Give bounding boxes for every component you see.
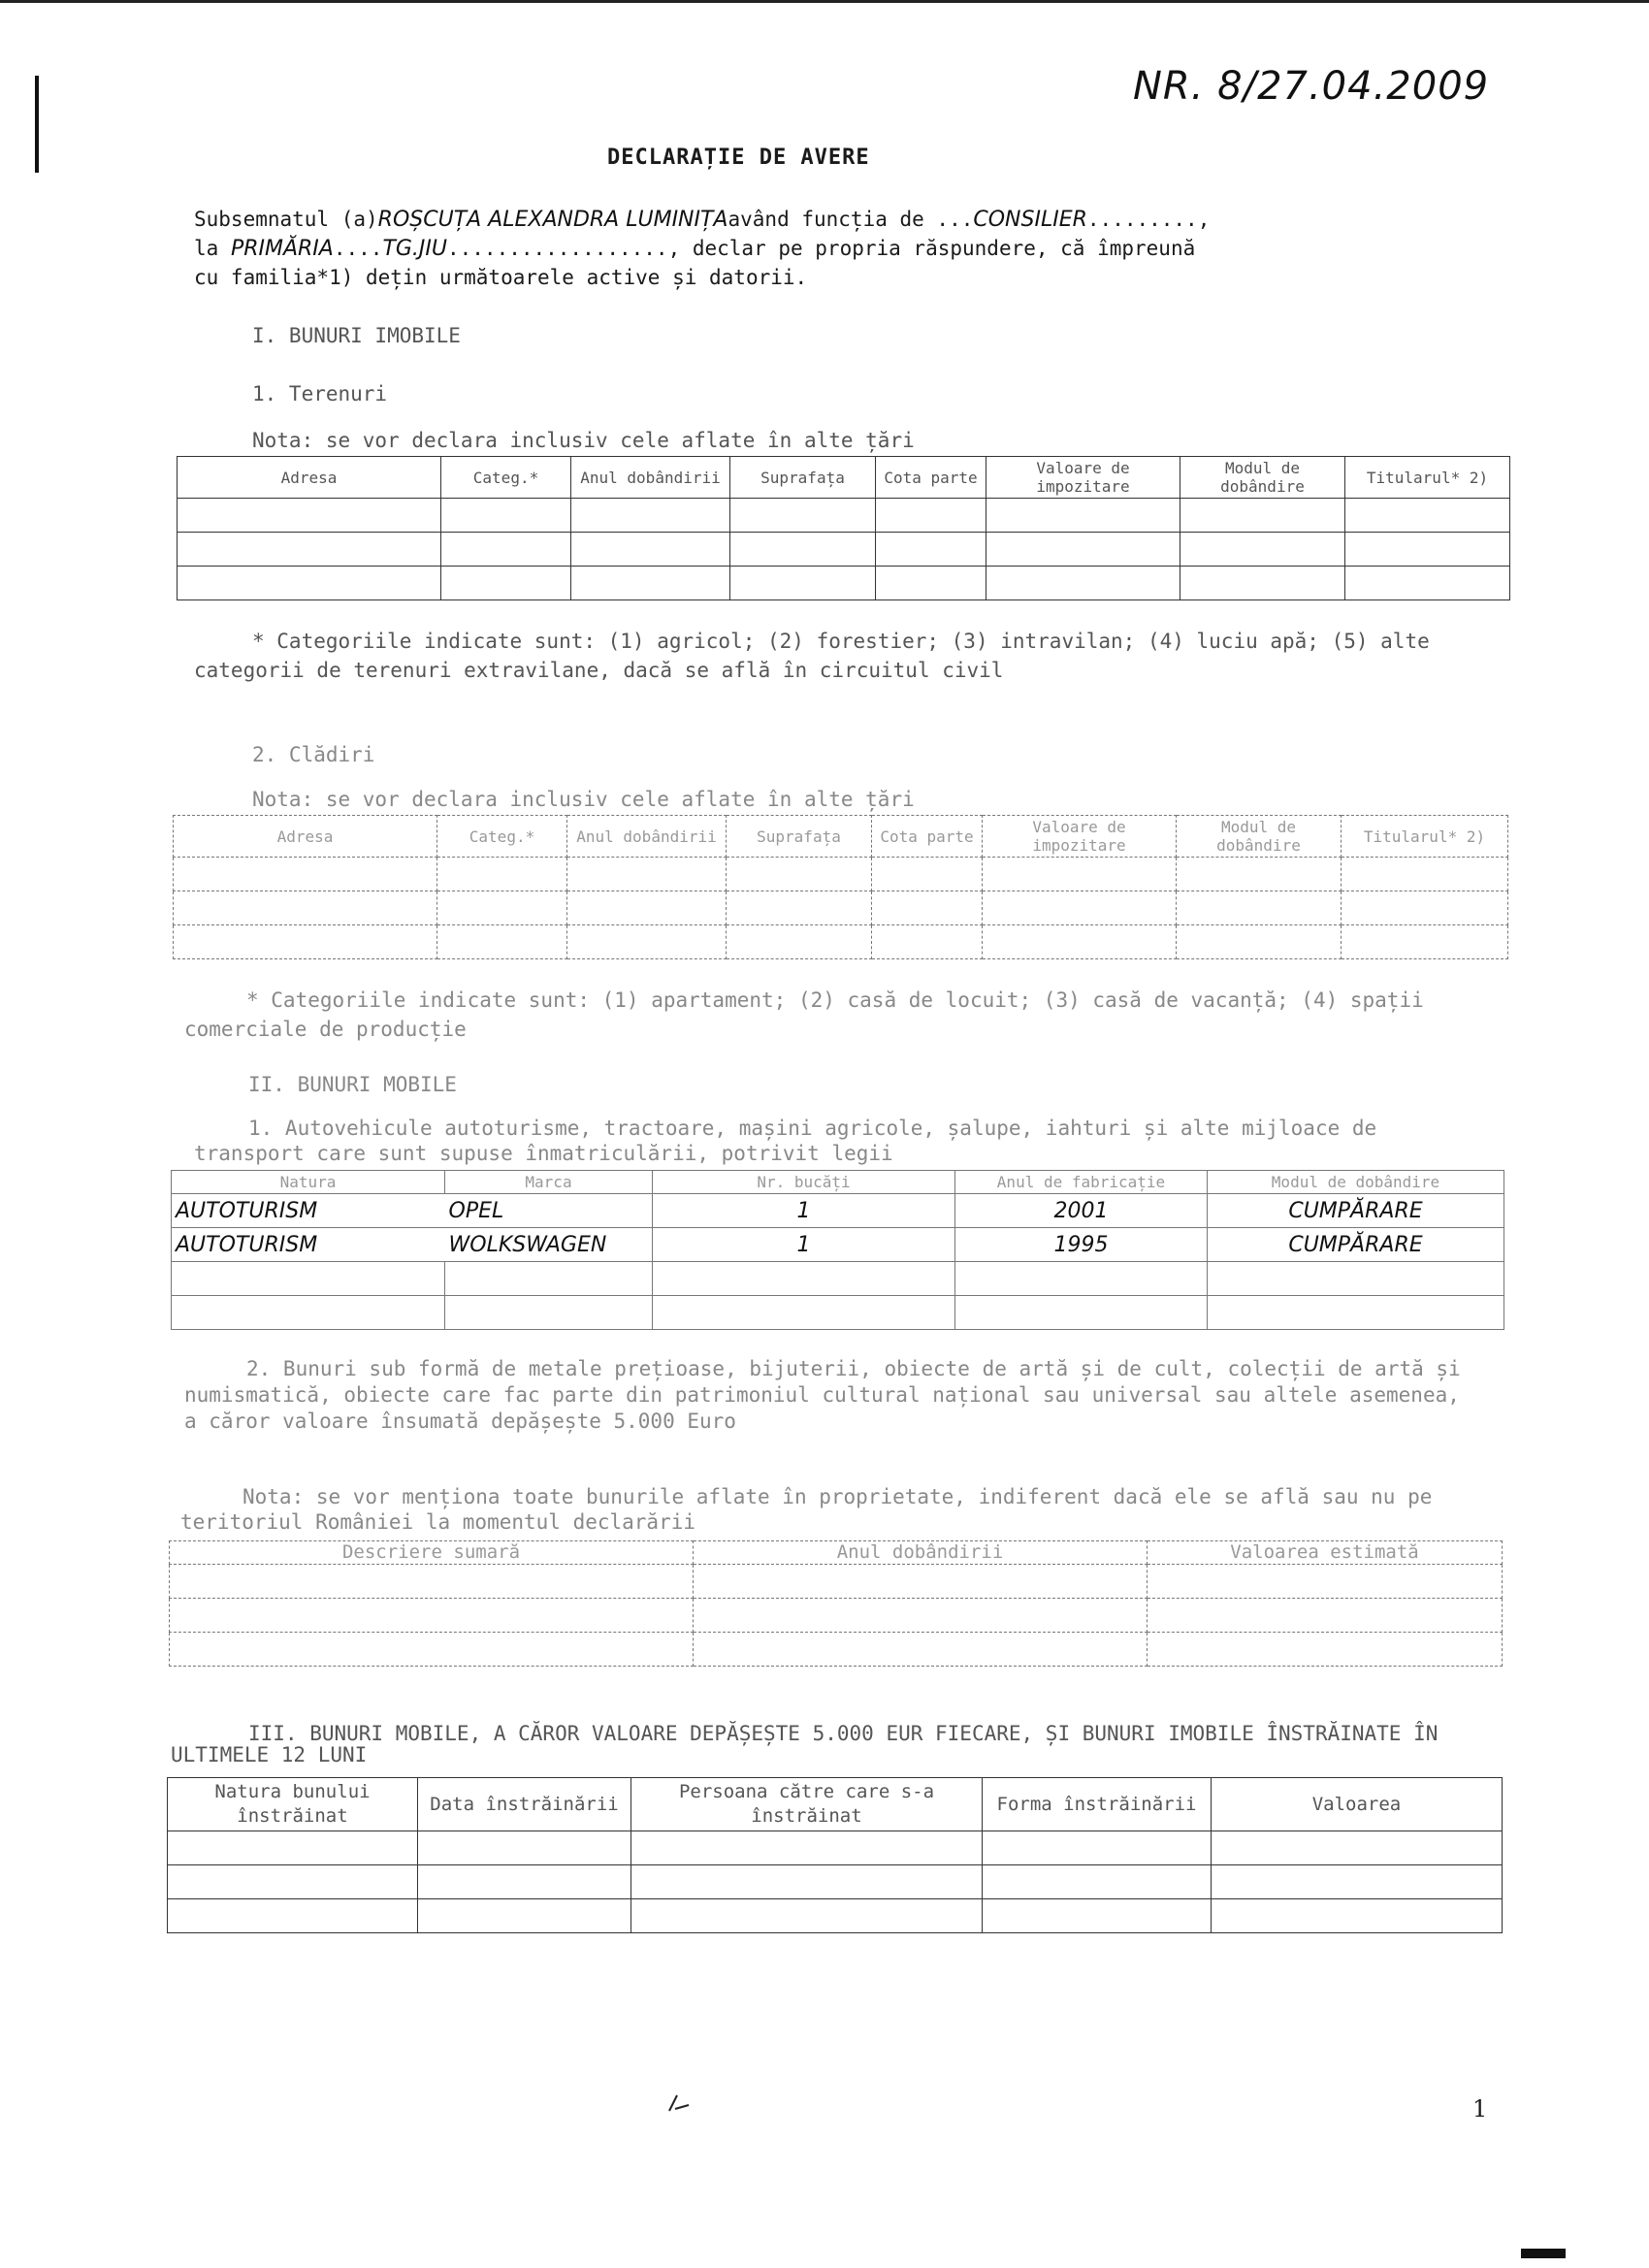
table-row	[174, 891, 1508, 925]
column-header: Modul de dobândire	[1177, 816, 1342, 858]
column-header: Modul de dobândire	[1208, 1171, 1504, 1194]
vehicle-an: 1995	[955, 1228, 1208, 1262]
terenuri-footnote: * Categoriile indicate sunt: (1) agricol; (2) forestier; (3) intravilan; (4) luciu apă; (5) alte categorii de terenuri extravilane, dacă se află în circuitul civil	[194, 630, 1430, 682]
column-header: Cota parte	[872, 816, 983, 858]
table-row	[168, 1831, 1503, 1865]
valuables-note: Nota: se vor menționa toate bunurile aflate în proprietate, indiferent dacă ele se află sau nu pe teritoriul României la momentul declarării	[180, 1485, 1433, 1534]
vehicle-mod: CUMPĂRARE	[1208, 1228, 1504, 1262]
vehicle-natura: AUTOTURISM	[172, 1194, 445, 1228]
declarant-institution: PRIMĂRIA	[230, 237, 334, 261]
table-row	[170, 1633, 1503, 1667]
column-header: Cota parte	[876, 457, 986, 499]
cladiri-note: Nota: se vor declara inclusiv cele aflate în alte țări	[252, 788, 915, 811]
instrainari-table	[167, 1777, 1503, 1933]
column-header: Valoare de impozitare	[983, 816, 1177, 858]
table-row	[168, 1899, 1503, 1933]
table-header-row	[178, 457, 1510, 499]
column-header: Anul de fabricație	[955, 1171, 1208, 1194]
table-row	[170, 1565, 1503, 1599]
valuables-intro: 2. Bunuri sub formă de metale prețioase, bijuterii, obiecte de artă și de cult, colecții de artă și numismatică, obiecte care fac parte din patrimoniul cultural național sau universal sau altele asemenea, a căror valoare însumată depășește 5.000 Euro	[184, 1357, 1461, 1433]
terenuri-table	[177, 456, 1510, 600]
scan-speck-mark	[667, 2091, 691, 2115]
column-header: Persoana către care s-a înstrăinat	[631, 1778, 983, 1831]
vehicle-natura: AUTOTURISM	[172, 1228, 445, 1262]
intro-prefix: Subsemnatul (a)	[194, 208, 378, 231]
table-row	[172, 1194, 1504, 1228]
registration-number: NR. 8/27.04.2009	[1133, 64, 1490, 109]
scan-bottom-mark	[1521, 2249, 1566, 2258]
scan-top-edge	[0, 0, 1649, 3]
table-row	[174, 925, 1508, 959]
table-row	[178, 499, 1510, 533]
column-header: Titularul* 2)	[1345, 457, 1510, 499]
document-title: DECLARAȚIE DE AVERE	[607, 146, 870, 170]
column-header: Natura	[172, 1171, 445, 1194]
column-header: Data înstrăinării	[418, 1778, 631, 1831]
column-header: Valoarea	[1212, 1778, 1503, 1831]
column-header: Adresa	[178, 457, 441, 499]
column-header: Anul dobândirii	[571, 457, 730, 499]
column-header: Descriere sumară	[170, 1541, 694, 1565]
valuables-table	[169, 1540, 1503, 1667]
intro-line-1	[194, 208, 1504, 232]
intro-dots: .........,	[1086, 208, 1211, 231]
table-row	[172, 1296, 1504, 1330]
intro-line-2	[194, 237, 1504, 261]
vehicles-intro: 1. Autovehicule autoturisme, tractoare, mașini agricole, șalupe, iahturi și alte mijloace de transport care sunt supuse înmatriculării, potrivit legii	[194, 1117, 1377, 1165]
table-row	[168, 1865, 1503, 1899]
terenuri-heading: 1. Terenuri	[252, 382, 388, 405]
column-header: Nr. bucăți	[653, 1171, 955, 1194]
table-row	[172, 1262, 1504, 1296]
page-number: 1	[1472, 2095, 1488, 2122]
column-header: Suprafața	[727, 816, 872, 858]
vehicle-nr: 1	[653, 1228, 955, 1262]
vehicle-mod: CUMPĂRARE	[1208, 1194, 1504, 1228]
vehicle-nr: 1	[653, 1194, 955, 1228]
table-row	[170, 1599, 1503, 1633]
scan-margin-mark	[35, 76, 39, 173]
intro-dots-2: ....	[333, 237, 383, 260]
vehicles-table	[171, 1170, 1504, 1330]
column-header: Categ.*	[441, 457, 571, 499]
column-header: Valoare de impozitare	[986, 457, 1180, 499]
declarant-locality: TG.JIU	[382, 237, 447, 261]
declarant-function: CONSILIER	[973, 208, 1087, 232]
table-row	[178, 567, 1510, 600]
cladiri-table	[173, 815, 1508, 959]
table-row	[178, 533, 1510, 567]
intro-declaration: .................., declar pe propria răspundere, că împreună	[447, 237, 1196, 260]
section-3-heading: III. BUNURI MOBILE, A CĂROR VALOARE DEPĂȘEȘTE 5.000 EUR FIECARE, ȘI BUNURI IMOBILE ÎNSTRĂINATE ÎN ULTIMELE 12 LUNI	[171, 1722, 1439, 1766]
section-1-heading: I. BUNURI IMOBILE	[252, 324, 461, 347]
column-header: Modul de dobândire	[1180, 457, 1345, 499]
vehicle-an: 2001	[955, 1194, 1208, 1228]
cladiri-heading: 2. Clădiri	[252, 743, 375, 766]
column-header: Forma înstrăinării	[983, 1778, 1212, 1831]
column-header: Valoarea estimată	[1148, 1541, 1503, 1565]
column-header: Adresa	[174, 816, 437, 858]
table-header-row	[168, 1778, 1503, 1831]
cladiri-footnote: * Categoriile indicate sunt: (1) apartament; (2) casă de locuit; (3) casă de vacanță; (4) spații comerciale de producție	[184, 988, 1424, 1041]
table-header-row	[174, 816, 1508, 858]
column-header: Suprafața	[730, 457, 876, 499]
column-header: Anul dobândirii	[567, 816, 727, 858]
terenuri-note: Nota: se vor declara inclusiv cele aflate în alte țări	[252, 429, 915, 452]
section-2-heading: II. BUNURI MOBILE	[248, 1073, 457, 1096]
intro-line-3: cu familia*1) dețin următoarele active și datorii.	[194, 266, 808, 289]
intro-la: la	[194, 237, 219, 260]
vehicle-marca: OPEL	[445, 1194, 653, 1228]
column-header: Anul dobândirii	[694, 1541, 1148, 1565]
table-header-row	[172, 1171, 1504, 1194]
column-header: Titularul* 2)	[1342, 816, 1508, 858]
table-row	[174, 858, 1508, 891]
column-header: Categ.*	[437, 816, 567, 858]
vehicle-marca: WOLKSWAGEN	[445, 1228, 653, 1262]
table-row	[172, 1228, 1504, 1262]
column-header: Natura bunului înstrăinat	[168, 1778, 418, 1831]
intro-function-label: având funcția de ...	[728, 208, 974, 231]
table-header-row	[170, 1541, 1503, 1565]
column-header: Marca	[445, 1171, 653, 1194]
declarant-name: ROȘCUȚA ALEXANDRA LUMINIȚA	[377, 208, 728, 232]
